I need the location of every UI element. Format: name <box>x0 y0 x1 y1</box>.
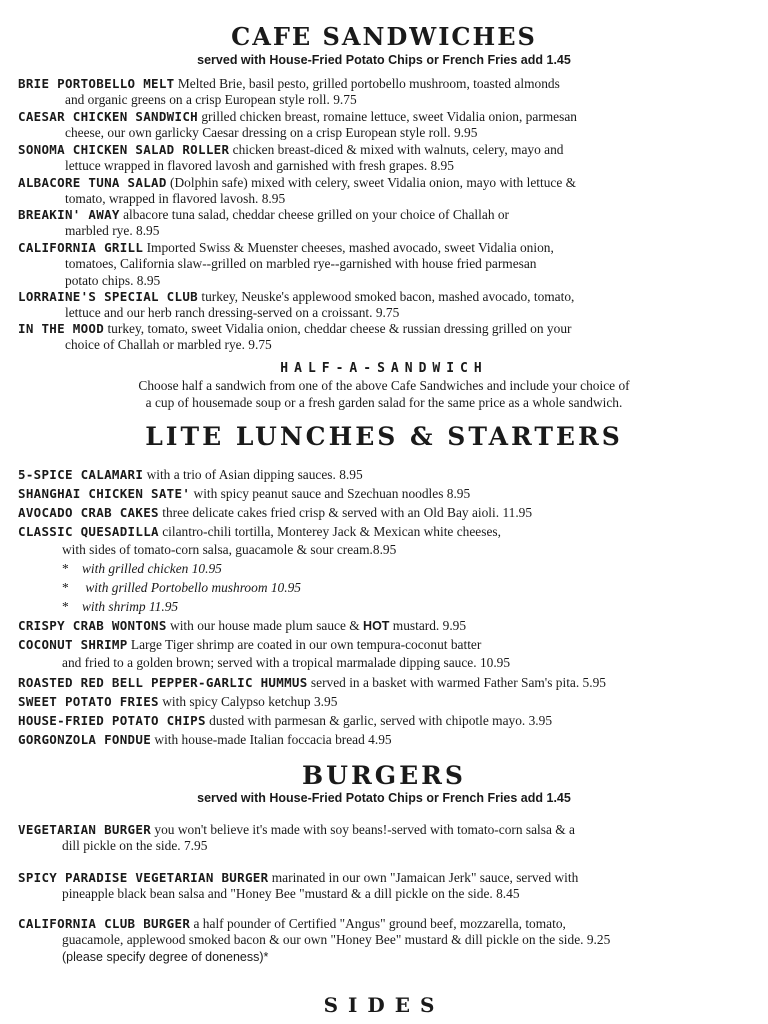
item-description: marinated in our own "Jamaican Jerk" sauce, served with <box>268 870 579 885</box>
item-description: with a trio of Asian dipping sauces. 8.95 <box>143 467 363 482</box>
item-description-cont: lettuce and our herb ranch dressing-served on a croissant. 9.75 <box>65 305 400 321</box>
bullet-star: * <box>62 599 69 614</box>
item-name: AVOCADO CRAB CAKES <box>18 505 159 520</box>
hot-label: HOT <box>363 619 390 633</box>
menu-item <box>18 675 753 691</box>
item-name: GORGONZOLA FONDUE <box>18 732 152 747</box>
bullet-star: * <box>62 561 69 576</box>
item-description: cilantro-chili tortilla, Monterey Jack & Mexican white cheeses, <box>158 524 501 539</box>
menu-item <box>18 870 753 903</box>
half-a-sandwich-note <box>0 377 768 411</box>
item-name: CALIFORNIA CLUB BURGER <box>18 916 191 931</box>
item-description-cont: guacamole, applewood smoked bacon & our own "Honey Bee" mustard & dill pickle on the side. 9.25 <box>62 932 611 948</box>
item-name: CAESAR CHICKEN SANDWICH <box>18 109 198 124</box>
item-name: BREAKIN' AWAY <box>18 207 120 222</box>
bullet-star: * <box>62 580 69 595</box>
item-description-cont: with sides of tomato-corn salsa, guacamole & sour cream.8.95 <box>62 542 397 558</box>
menu-item <box>18 467 753 483</box>
item-description-cont: marbled rye. 8.95 <box>65 223 160 239</box>
menu-item <box>18 240 753 289</box>
item-name: CALIFORNIA GRILL <box>18 240 144 255</box>
item-description-cont: lettuce wrapped in flavored lavosh and garnished with fresh grapes. 8.95 <box>65 158 454 174</box>
item-description: served in a basket with warmed Father Sam's pita. 5.95 <box>307 675 606 690</box>
item-description: dusted with parmesan & garlic, served with chipotle mayo. 3.95 <box>205 713 553 728</box>
item-name: COCONUT SHRIMP <box>18 637 128 652</box>
item-description-cont: potato chips. 8.95 <box>65 272 161 288</box>
item-description: Melted Brie, basil pesto, grilled portobello mushroom, toasted almonds <box>174 76 560 91</box>
item-description-cont: choice of Challah or marbled rye. 9.75 <box>65 337 272 353</box>
note-line: Choose half a sandwich from one of the above Cafe Sandwiches and include your choice of <box>138 378 630 393</box>
item-description-cont: tomato, wrapped in flavored lavosh. 8.95 <box>65 191 286 207</box>
section-title-cafe-sandwiches: CAFE SANDWICHES <box>231 22 537 51</box>
item-description: with spicy peanut sauce and Szechuan noodles 8.95 <box>190 486 471 501</box>
menu-item <box>18 289 753 322</box>
section-title-lite-lunches: LITE LUNCHES & STARTERS <box>145 422 623 451</box>
option-text: with grilled chicken 10.95 <box>82 561 222 576</box>
item-description-cont: cheese, our own garlicky Caesar dressing on a crisp European style roll. 9.95 <box>65 125 478 141</box>
item-name: ALBACORE TUNA SALAD <box>18 175 167 190</box>
item-description: mustard. 9.95 <box>389 618 467 633</box>
item-name: SHANGHAI CHICKEN SATE' <box>18 486 191 501</box>
item-name: HOUSE-FRIED POTATO CHIPS <box>18 713 206 728</box>
menu-item <box>18 732 753 748</box>
section-title-sides: SIDES <box>323 993 445 1017</box>
item-description: turkey, tomato, sweet Vidalia onion, cheddar cheese & russian dressing grilled on your <box>104 321 572 336</box>
item-name: CRISPY CRAB WONTONS <box>18 618 167 633</box>
item-name: BRIE PORTOBELLO MELT <box>18 76 175 91</box>
option-text: with shrimp 11.95 <box>82 599 179 614</box>
item-name: LORRAINE'S SPECIAL CLUB <box>18 289 198 304</box>
item-name: CLASSIC QUESADILLA <box>18 524 159 539</box>
item-description-cont: dill pickle on the side. 7.95 <box>62 838 208 854</box>
item-description: with our house made plum sauce & <box>166 618 364 633</box>
item-description-cont: pineapple black bean salsa and "Honey Bee "mustard & a dill pickle on the side. 8.45 <box>62 886 520 902</box>
menu-item <box>18 916 753 965</box>
quesadilla-option <box>62 580 301 596</box>
item-name: SONOMA CHICKEN SALAD ROLLER <box>18 142 230 157</box>
menu-item <box>18 76 753 109</box>
item-name: 5-SPICE CALAMARI <box>18 467 144 482</box>
item-name: SWEET POTATO FRIES <box>18 694 159 709</box>
item-description: you won't believe it's made with soy beans!-served with tomato-corn salsa & a <box>151 822 575 837</box>
section-subtitle-cafe: served with House-Fried Potato Chips or French Fries add 1.45 <box>197 53 571 67</box>
option-text: with grilled Portobello mushroom 10.95 <box>82 580 301 595</box>
menu-item <box>18 524 753 559</box>
menu-item <box>18 486 753 502</box>
item-description-cont: tomatoes, California slaw--grilled on marbled rye--garnished with house fried parmesan <box>65 256 537 272</box>
item-description: grilled chicken breast, romaine lettuce, sweet Vidalia onion, parmesan <box>198 109 577 124</box>
item-description: chicken breast-diced & mixed with walnuts, celery, mayo and <box>229 142 564 157</box>
item-description: with spicy Calypso ketchup 3.95 <box>158 694 338 709</box>
menu-item <box>18 505 753 521</box>
item-name: SPICY PARADISE VEGETARIAN BURGER <box>18 870 269 885</box>
item-description: turkey, Neuske's applewood smoked bacon, mashed avocado, tomato, <box>198 289 575 304</box>
item-name: VEGETARIAN BURGER <box>18 822 152 837</box>
item-description-cont: and organic greens on a crisp European style roll. 9.75 <box>65 92 357 108</box>
item-name: IN THE MOOD <box>18 321 105 336</box>
item-description: three delicate cakes fried crisp & served with an Old Bay aioli. 11.95 <box>158 505 533 520</box>
item-description: Imported Swiss & Muenster cheeses, mashed avocado, sweet Vidalia onion, <box>143 240 554 255</box>
menu-item <box>18 694 753 710</box>
menu-item <box>18 637 753 672</box>
item-description: a half pounder of Certified "Angus" ground beef, mozzarella, tomato, <box>190 916 566 931</box>
note-line: a cup of housemade soup or a fresh garden salad for the same price as a whole sandwich. <box>145 395 623 410</box>
section-title-burgers: BURGERS <box>302 761 466 790</box>
item-description-cont: and fried to a golden brown; served with a tropical marmalade dipping sauce. 10.95 <box>62 655 511 671</box>
menu-item <box>18 713 753 729</box>
item-description: albacore tuna salad, cheddar cheese grilled on your choice of Challah or <box>119 207 510 222</box>
menu-item <box>18 822 753 855</box>
menu-item <box>18 321 753 354</box>
quesadilla-option <box>62 561 222 577</box>
menu-item <box>18 618 753 634</box>
menu-item <box>18 142 753 175</box>
item-description: (Dolphin safe) mixed with celery, sweet Vidalia onion, mayo with lettuce & <box>166 175 577 190</box>
item-name: ROASTED RED BELL PEPPER-GARLIC HUMMUS <box>18 675 308 690</box>
section-subtitle-burgers: served with House-Fried Potato Chips or French Fries add 1.45 <box>197 791 571 805</box>
quesadilla-option <box>62 599 178 615</box>
doneness-note: (please specify degree of doneness)* <box>62 949 269 964</box>
menu-item <box>18 175 753 208</box>
menu-item <box>18 207 753 240</box>
item-description: with house-made Italian foccacia bread 4.95 <box>151 732 392 747</box>
item-description: Large Tiger shrimp are coated in our own tempura-coconut batter <box>127 637 482 652</box>
menu-item <box>18 109 753 142</box>
half-a-sandwich-title: HALF-A-SANDWICH <box>280 361 488 376</box>
